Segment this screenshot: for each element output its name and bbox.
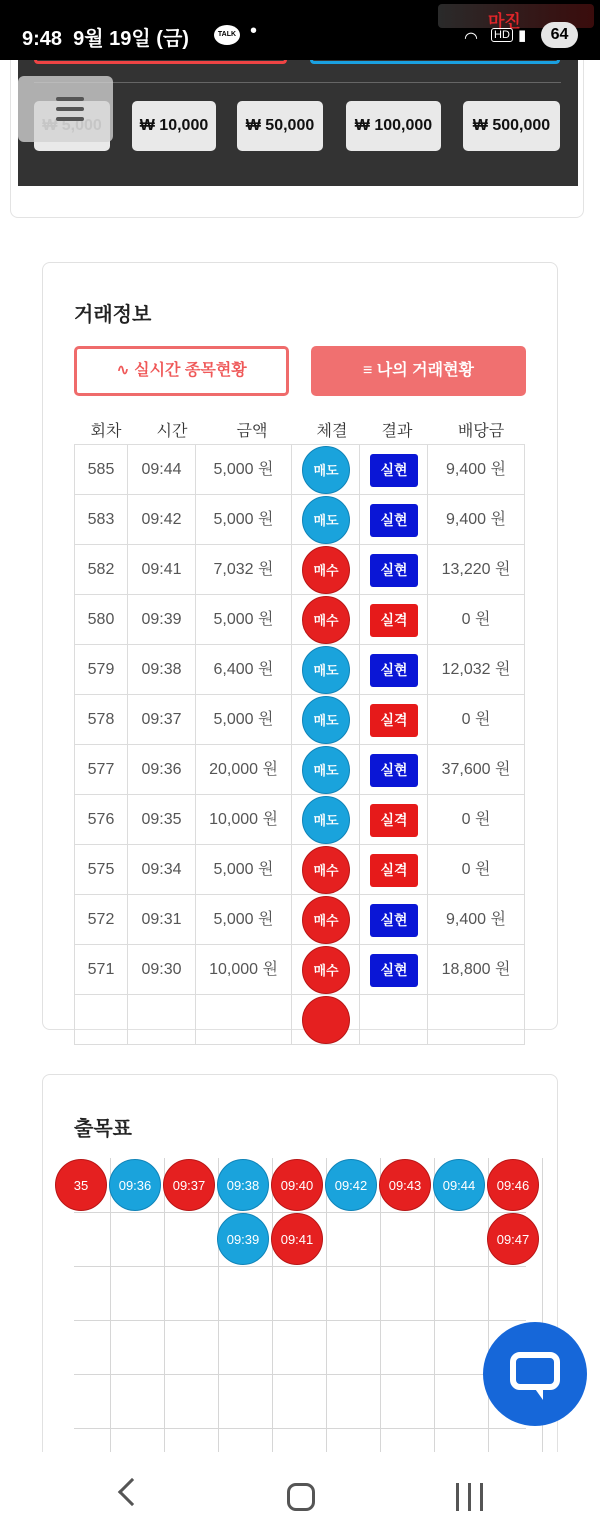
fill-badge: 매수 [302,946,350,994]
notification-dot: • [250,20,258,42]
cell-time: 09:34 [128,845,196,895]
menu-icon [56,97,84,101]
cell-result [360,695,428,745]
col-header-amount: 금액 [236,423,268,440]
amount-button-10000[interactable]: ₩ 10,000 [132,101,216,151]
home-icon[interactable] [287,1483,315,1511]
cell-fill [292,695,360,745]
fill-badge: 매수 [302,546,350,594]
table-row [74,795,525,845]
cell-fill [292,895,360,945]
back-icon[interactable] [118,1478,146,1506]
cell-amount: 5,000 원 [196,595,292,645]
kakaotalk-icon: TALK [214,25,240,45]
table-row [74,545,525,595]
cell-time: 09:41 [128,545,196,595]
cell-fill [292,545,360,595]
fill-badge: 매도 [302,646,350,694]
cell-time: 09:36 [128,745,196,795]
cell-fill [292,645,360,695]
cell-amount: 20,000 원 [196,745,292,795]
result-badge: 실현 [370,954,418,987]
brand-logo: 마진 [438,4,594,28]
col-header-time: 시간 [156,423,188,440]
result-bead: 09:41 [271,1213,323,1265]
table-row [74,595,525,645]
cell-time: 09:30 [128,945,196,995]
col-header-fill: 체결 [316,423,348,440]
cell-round: 575 [74,845,128,895]
cell-time: 09:38 [128,645,196,695]
cell-amount: 10,000 원 [196,945,292,995]
battery-indicator: 64 [541,22,578,48]
cell-amount: 7,032 원 [196,545,292,595]
cell-result [360,595,428,645]
result-bead: 09:42 [325,1159,377,1211]
cell-round: 579 [74,645,128,695]
chat-icon [510,1352,560,1390]
cell-result [360,945,428,995]
cell-payout: 37,600 원 [428,745,525,795]
fill-badge: 매수 [302,896,350,944]
cell-time: 09:35 [128,795,196,845]
cell-round: 577 [74,745,128,795]
table-row [74,895,525,945]
col-header-result: 결과 [381,423,413,440]
result-bead: 09:47 [487,1213,539,1265]
table-row [74,845,525,895]
cell-result [360,495,428,545]
cell-amount: 5,000 원 [196,495,292,545]
table-row [74,695,525,745]
col-header-payout: 배당금 [457,423,505,440]
cell-payout: 0 원 [428,695,525,745]
cell-round: 572 [74,895,128,945]
result-bead: 09:36 [109,1159,161,1211]
fill-badge: 매도 [302,496,350,544]
fill-badge: 매수 [302,596,350,644]
cell-payout: 9,400 원 [428,495,525,545]
chat-button[interactable] [483,1322,587,1426]
result-bead: 09:40 [271,1159,323,1211]
table-row [74,495,525,545]
signal-icon: ▮ [518,27,527,44]
result-bead: 09:37 [163,1159,215,1211]
recent-apps-icon[interactable] [456,1483,484,1511]
menu-button[interactable] [18,76,113,142]
col-header-round: 회차 [90,423,122,440]
wifi-icon: ◠ [464,30,478,47]
cell-result [360,895,428,945]
cell-result [360,845,428,895]
result-bead: 09:39 [217,1213,269,1265]
fill-badge: 매수 [302,846,350,894]
cell-payout: 0 원 [428,795,525,845]
fill-badge: 매도 [302,696,350,744]
cell-fill [292,595,360,645]
table-row [74,445,525,495]
cell-time: 09:44 [128,445,196,495]
cell-fill [292,945,360,995]
cell-round: 576 [74,795,128,845]
cell-amount: 5,000 원 [196,845,292,895]
amount-button-50000[interactable]: ₩ 50,000 [237,101,323,151]
divider [34,82,561,83]
result-badge: 실격 [370,854,418,887]
cell-amount: 5,000 원 [196,695,292,745]
cell-result [360,545,428,595]
result-bead: 09:44 [433,1159,485,1211]
cell-amount: 5,000 원 [196,445,292,495]
cell-round: 585 [74,445,128,495]
cell-payout: 0 원 [428,595,525,645]
cell-result [360,645,428,695]
cell-fill [292,795,360,845]
result-bead: 35 [55,1159,107,1211]
cell-fill [292,495,360,545]
fill-badge: 매도 [302,446,350,494]
cell-amount: 6,400 원 [196,645,292,695]
cell-amount: 10,000 원 [196,795,292,845]
table-row [74,745,525,795]
result-badge: 실격 [370,804,418,837]
result-badge: 실현 [370,554,418,587]
cell-payout: 12,032 원 [428,645,525,695]
cell-fill [292,845,360,895]
status-bar [0,0,600,60]
cell-payout: 0 원 [428,845,525,895]
table-row [74,645,525,695]
result-badge: 실현 [370,454,418,487]
cell-round: 582 [74,545,128,595]
result-badge: 실격 [370,704,418,737]
cell-fill [292,445,360,495]
pulse-icon: ∿ [116,362,130,379]
cell-payout: 13,220 원 [428,545,525,595]
cell-amount: 5,000 원 [196,895,292,945]
result-badge: 실격 [370,604,418,637]
result-badge: 실현 [370,904,418,937]
system-nav-bar [0,1452,600,1537]
result-badge: 실현 [370,504,418,537]
hd-icon: HD [491,28,513,42]
fill-badge: 매도 [302,746,350,794]
result-bead: 09:46 [487,1159,539,1211]
amount-button-500000[interactable]: ₩ 500,000 [463,101,560,151]
trade-table[interactable] [74,444,525,998]
list-icon: ≡ [363,362,373,379]
fill-badge: 매도 [302,796,350,844]
cell-payout: 18,800 원 [428,945,525,995]
status-time: 9:48 9월 19일 (금) [22,28,189,50]
tab-my-trades[interactable]: ≡ 나의 거래현황 [311,346,526,396]
table-row-partial [74,995,525,1045]
cell-round: 571 [74,945,128,995]
cell-fill [292,745,360,795]
tab-realtime[interactable]: ∿ 실시간 종목현황 [74,346,289,396]
cell-result [360,795,428,845]
cell-time: 09:42 [128,495,196,545]
cell-round: 578 [74,695,128,745]
table-row [74,945,525,995]
cell-round: 580 [74,595,128,645]
cell-result [360,745,428,795]
cell-payout: 9,400 원 [428,895,525,945]
cell-payout: 9,400 원 [428,445,525,495]
cell-time: 09:39 [128,595,196,645]
result-badge: 실현 [370,754,418,787]
trade-info-title: 거래정보 [74,304,152,326]
result-badge: 실현 [370,654,418,687]
result-board-title: 출목표 [74,1118,132,1140]
amount-button-100000[interactable]: ₩ 100,000 [346,101,441,151]
result-bead: 09:43 [379,1159,431,1211]
cell-time: 09:31 [128,895,196,945]
cell-result [360,445,428,495]
result-bead: 09:38 [217,1159,269,1211]
cell-round: 583 [74,495,128,545]
cell-time: 09:37 [128,695,196,745]
result-board-grid [73,1158,530,1458]
